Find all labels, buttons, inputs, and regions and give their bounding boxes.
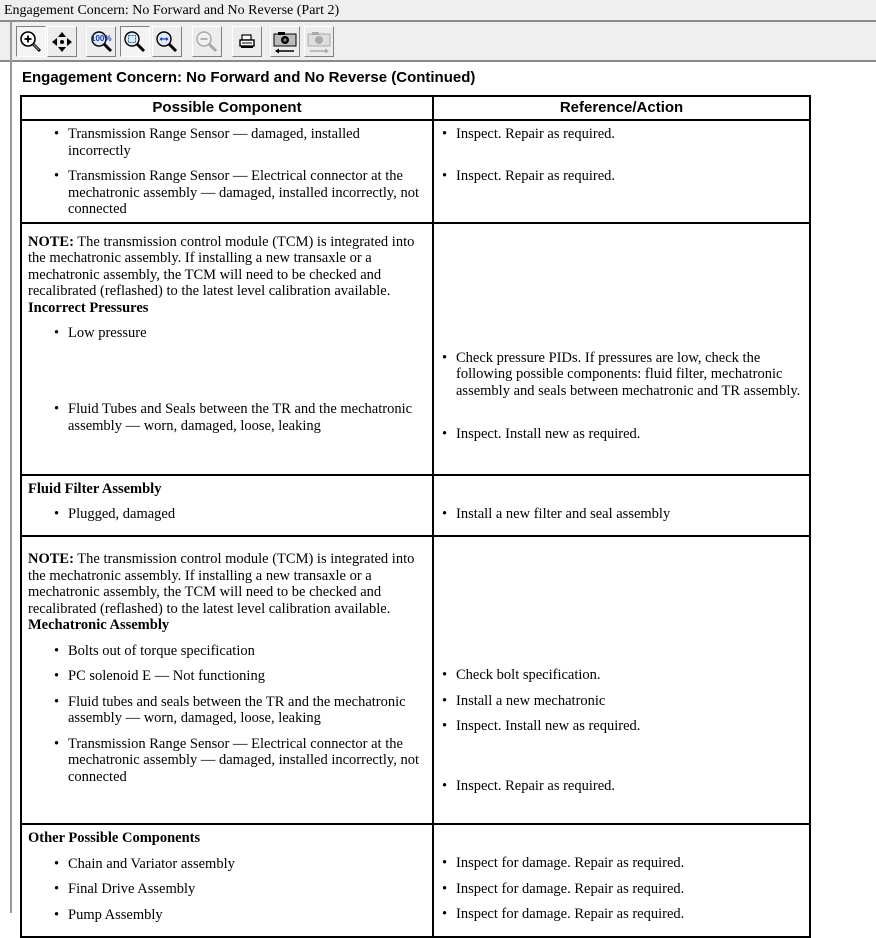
note-text: NOTE: The transmission control module (TCM) is integrated into the mechatronic assembly. If installing a new transaxle or a mechatronic assembly, the TCM will need to be checked and recalibrated (reflashed) to the latest level calibration available. bbox=[28, 551, 415, 617]
section-heading: Other Possible Components bbox=[28, 830, 201, 846]
window-title: Engagement Concern: No Forward and No Reverse (Part 2) bbox=[4, 3, 340, 18]
frame-border bbox=[10, 62, 12, 913]
viewer-toolbar bbox=[0, 22, 876, 62]
actual-size-button[interactable] bbox=[86, 26, 116, 57]
window-titlebar bbox=[0, 0, 876, 22]
list-item: • Final Drive Assembly bbox=[54, 881, 196, 897]
table-row bbox=[21, 223, 810, 475]
list-item: • Install a new filter and seal assembly bbox=[442, 505, 671, 522]
list-item: • Inspect. Install new as required. bbox=[442, 425, 641, 442]
list-item: • Bolts out of torque specification bbox=[54, 642, 255, 659]
column-header-component: Possible Component bbox=[21, 96, 433, 120]
list-item: • Inspect. Repair as required. bbox=[442, 168, 616, 184]
next-image-button[interactable] bbox=[304, 26, 334, 57]
list-item: • Transmission Range Sensor — Electrical connector at the mechatronic assembly — damaged, installed incorrectly, not connected bbox=[54, 735, 419, 785]
table-row bbox=[21, 120, 810, 223]
list-item: • Inspect for damage. Repair as required. bbox=[442, 855, 685, 871]
move-icon bbox=[50, 30, 74, 54]
list-item: • Low pressure bbox=[54, 325, 147, 341]
list-item: • Inspect. Repair as required. bbox=[442, 126, 616, 142]
printer-icon bbox=[237, 32, 257, 52]
list-item: • Inspect. Install new as required. bbox=[442, 718, 641, 734]
list-item: • Inspect for damage. Repair as required. bbox=[442, 880, 685, 897]
list-item: • Plugged, damaged bbox=[54, 506, 176, 522]
note-text: NOTE: The transmission control module (TCM) is integrated into the mechatronic assembly. If installing a new transaxle or a mechatronic assembly, the TCM will need to be checked and recalibrated (reflashed) to the latest level calibration available. bbox=[28, 233, 415, 299]
column-header-action: Reference/Action bbox=[433, 96, 810, 120]
list-item: • Check bolt specification. bbox=[442, 667, 601, 683]
list-item: • Fluid tubes and seals between the TR and the mechatronic assembly — worn, damaged, loose, leaking bbox=[54, 693, 406, 726]
document-title: Engagement Concern: No Forward and No Reverse (Continued) bbox=[22, 69, 476, 86]
list-item: • Pump Assembly bbox=[54, 906, 163, 923]
table-row bbox=[21, 824, 810, 937]
fit-page-button[interactable] bbox=[120, 26, 150, 57]
section-heading: Fluid Filter Assembly bbox=[28, 480, 162, 497]
list-item: • Check pressure PIDs. If pressures are low, check the following possible components: fluid filter, mechatronic assembly and seals between mechatronic and TR assembly. bbox=[442, 349, 801, 399]
camera-back-icon bbox=[272, 29, 298, 55]
camera-forward-icon bbox=[306, 29, 332, 55]
list-item: • Install a new mechatronic bbox=[442, 692, 606, 709]
zoom-100-icon bbox=[88, 30, 114, 54]
svg-text:100%: 100% bbox=[91, 33, 112, 43]
previous-image-button[interactable] bbox=[270, 26, 300, 57]
zoom-in-button[interactable] bbox=[16, 26, 46, 57]
table-header-row bbox=[21, 96, 810, 120]
list-item: • Transmission Range Sensor — Electrical connector at the mechatronic assembly — damaged, installed incorrectly, not connected bbox=[54, 168, 419, 217]
zoom-out-button[interactable] bbox=[192, 26, 222, 57]
print-button[interactable] bbox=[232, 26, 262, 57]
table-row bbox=[21, 536, 810, 824]
list-item: • Chain and Variator assembly bbox=[54, 855, 235, 872]
zoom-width-icon bbox=[155, 30, 179, 54]
pan-button[interactable] bbox=[47, 26, 77, 57]
document-viewport[interactable] bbox=[0, 62, 876, 923]
list-item: • Fluid Tubes and Seals between the TR and the mechatronic assembly — worn, damaged, loose, leaking bbox=[54, 401, 413, 434]
list-item: • Inspect for damage. Repair as required. bbox=[442, 906, 685, 922]
zoom-in-icon bbox=[19, 30, 43, 54]
section-heading: Mechatronic Assembly bbox=[28, 617, 170, 633]
zoom-fit-icon bbox=[123, 30, 147, 54]
frame-border bbox=[10, 22, 12, 62]
list-item: • Inspect. Repair as required. bbox=[442, 778, 616, 794]
section-heading: Incorrect Pressures bbox=[28, 299, 149, 316]
table-row bbox=[21, 475, 810, 537]
diagnostic-table bbox=[20, 95, 811, 938]
list-item: • PC solenoid E — Not functioning bbox=[54, 668, 265, 684]
zoom-out-icon bbox=[195, 30, 219, 54]
fit-width-button[interactable] bbox=[152, 26, 182, 57]
list-item: • Transmission Range Sensor — damaged, installed incorrectly bbox=[54, 126, 360, 159]
